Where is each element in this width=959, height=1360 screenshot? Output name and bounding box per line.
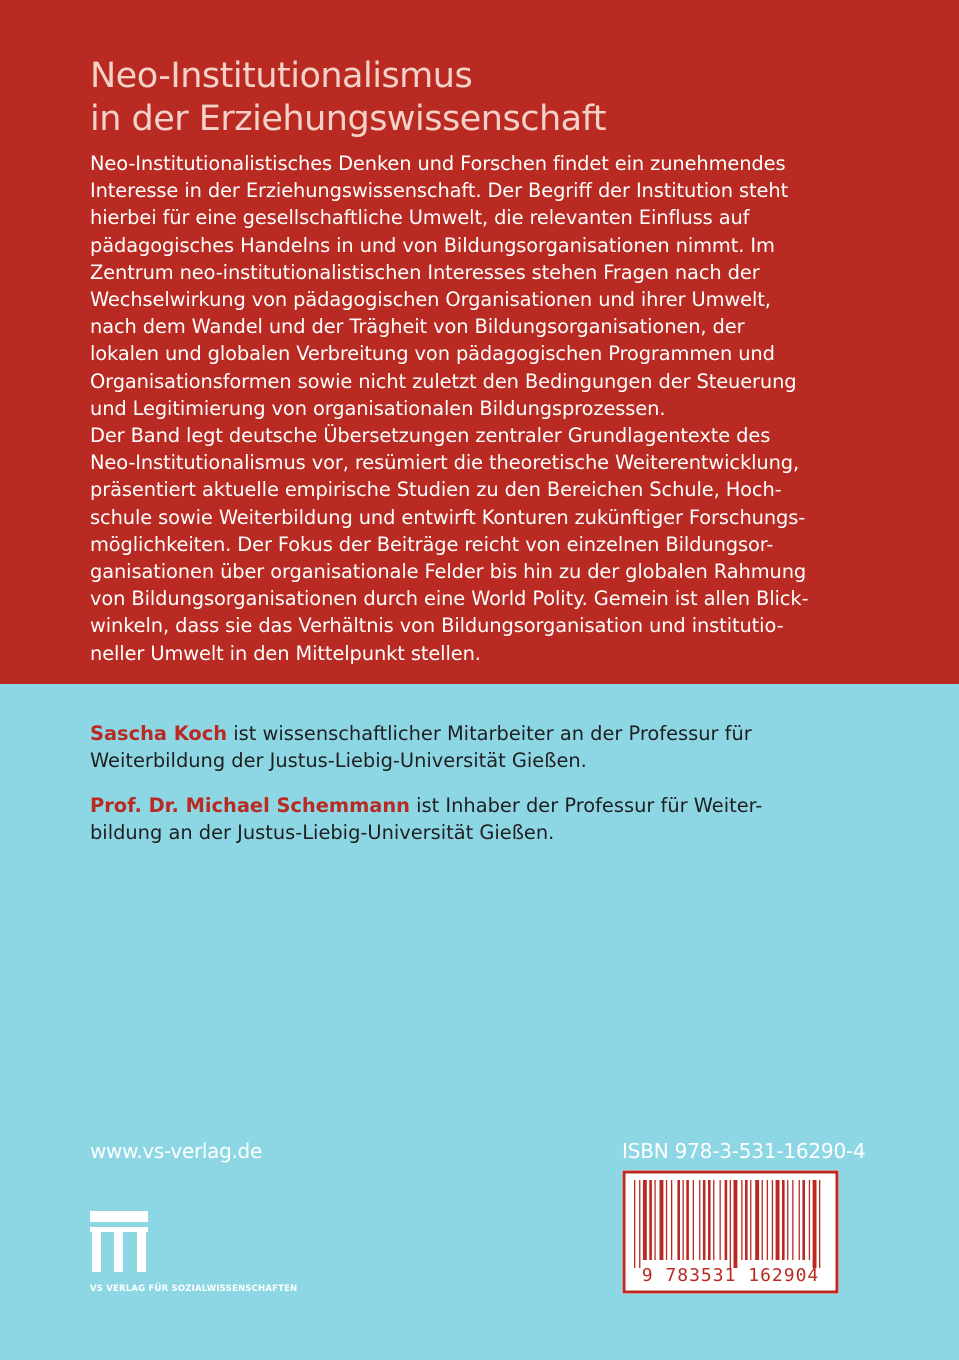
description-line: und Legitimierung von organisationalen Bildungsprozessen. [90, 396, 666, 420]
publisher-website: www.vs-verlag.de [90, 1139, 262, 1163]
barcode-bar [686, 1180, 689, 1260]
author-bio-line: Weiterbildung der Justus-Liebig-Universität Gießen. [90, 749, 587, 773]
description-line: Neo-Institutionalismus vor, resümiert die theoretische Weiterentwicklung, [90, 451, 800, 475]
description-line: ganisationen über organisationale Felder bis hin zu der globalen Rahmung [90, 560, 807, 584]
author-bio-line [90, 792, 910, 819]
barcode-bar [762, 1180, 763, 1260]
barcode-bar [720, 1180, 721, 1260]
barcode-bar [802, 1180, 805, 1260]
barcode-bar [730, 1180, 731, 1268]
description-line: schule sowie Weiterbildung und entwirft Konturen zukünftiger Forschungs- [90, 505, 806, 529]
barcode-bar [819, 1180, 820, 1268]
book-title-line-2: in der Erziehungswissenschaft [90, 99, 607, 139]
author-name: Prof. Dr. Michael Schemmann [90, 794, 410, 817]
description-line: Organisationsformen sowie nicht zuletzt den Bedingungen der Steuerung [90, 369, 797, 393]
barcode-bar [787, 1180, 788, 1260]
barcode-bar [745, 1180, 748, 1260]
barcode-bar [713, 1180, 714, 1260]
author-bio-koch [90, 720, 910, 774]
barcode-bar [671, 1180, 672, 1260]
description-line: hierbei für eine gesellschaftliche Umwelt, die relevanten Einfluss auf [90, 206, 750, 230]
barcode-digits: 9 783531 162904 [641, 1265, 820, 1286]
barcode-bar [767, 1180, 768, 1260]
description-line: präsentiert aktuelle empirische Studien zu den Bereichen Schule, Hoch- [90, 478, 782, 502]
book-title-line-1: Neo-Institutionalismus [90, 56, 473, 96]
book-description [90, 150, 910, 667]
author-bio-schemmann [90, 792, 910, 846]
author-bio-text: ist Inhaber der Professur für Weiter- [410, 794, 763, 817]
barcode-bar [776, 1180, 780, 1260]
description-line: winkeln, dass sie das Verhältnis von Bildungsorganisation und institutio- [90, 614, 784, 638]
barcode-bar [734, 1180, 738, 1268]
publisher-logo-icon [90, 1211, 150, 1273]
barcode-bar [677, 1180, 680, 1260]
description-line: pädagogisches Handelns in und von Bildungsorganisationen nimmt. Im [90, 233, 775, 257]
barcode-bar [643, 1180, 647, 1260]
author-bio-text: ist wissenschaftlicher Mitarbeiter an der Professur für [227, 722, 752, 745]
description-line: nach dem Wandel und der Trägheit von Bildungsorganisationen, der [90, 315, 745, 339]
barcode-bar [750, 1180, 751, 1260]
barcode-bar [649, 1180, 652, 1260]
barcode-bar [660, 1180, 664, 1260]
author-bio-line [90, 720, 910, 747]
publisher-logo [90, 1211, 350, 1296]
barcode-bar [683, 1180, 684, 1260]
description-line: Der Band legt deutsche Übersetzungen zentraler Grundlagentexte des [90, 424, 771, 448]
barcode-bar [666, 1180, 667, 1260]
barcode-bar [755, 1180, 759, 1260]
description-line: neller Umwelt in den Mittelpunkt stellen. [90, 641, 481, 665]
barcode-bar [782, 1180, 785, 1260]
barcode-bar [699, 1180, 700, 1260]
isbn-barcode [622, 1170, 839, 1294]
barcode-bar [792, 1180, 793, 1260]
barcode-bar [725, 1180, 728, 1260]
barcode-bar [799, 1180, 800, 1260]
barcode-bar [639, 1180, 640, 1268]
author-bio-line: bildung an der Justus-Liebig-Universität Gießen. [90, 821, 555, 845]
barcode-bar [693, 1180, 694, 1260]
description-line: Neo-Institutionalistisches Denken und Forschen findet ein zunehmendes [90, 152, 786, 175]
barcode-bar [708, 1180, 711, 1260]
description-line: Interesse in der Erziehungswissenschaft. Der Begriff der Institution steht [90, 179, 789, 203]
barcode-bar [741, 1180, 742, 1260]
barcode-bar [772, 1180, 773, 1260]
description-line: Wechselwirkung von pädagogischen Organisationen und ihrer Umwelt, [90, 288, 771, 312]
description-line: von Bildungsorganisationen durch eine World Polity. Gemein ist allen Blick- [90, 587, 809, 611]
barcode-bar [703, 1180, 706, 1260]
barcode-bar [634, 1180, 635, 1268]
description-line: lokalen und globalen Verbreitung von pädagogischen Programmen und [90, 342, 775, 366]
author-name: Sascha Koch [90, 722, 228, 745]
description-line: Zentrum neo-institutionalistischen Interesses stehen Fragen nach der [90, 260, 760, 284]
barcode-bar [809, 1180, 810, 1260]
book-title [90, 55, 910, 141]
barcode-bar [654, 1180, 655, 1260]
description-line: möglichkeiten. Der Fokus der Beiträge reicht von einzelnen Bildungsor- [90, 532, 774, 556]
publisher-name: VS VERLAG FÜR SOZIALWISSENSCHAFTEN [90, 1284, 298, 1294]
barcode-bar [813, 1180, 817, 1268]
cover-bottom-panel [0, 684, 959, 1360]
isbn-label: ISBN 978-3-531-16290-4 [622, 1139, 866, 1163]
